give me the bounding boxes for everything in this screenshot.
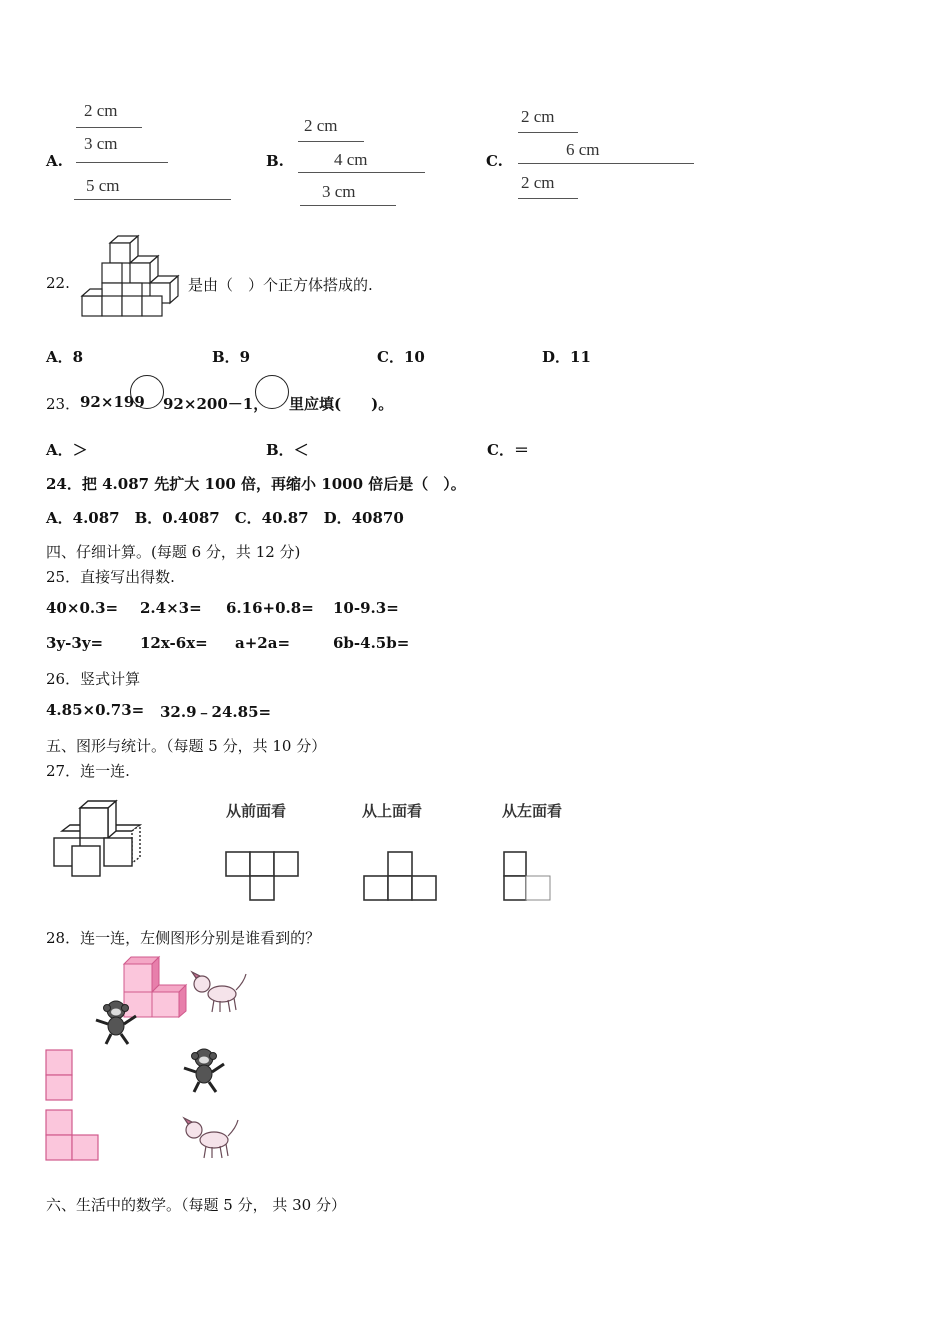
- view-label-left: 从左面看: [502, 802, 563, 820]
- segment-label: 6 cm: [566, 140, 600, 159]
- question-24: 24．把 4.087 先扩大 100 倍，再缩小 1000 倍后是（ ）。: [46, 475, 466, 493]
- section-title: 五、图形与统计。（每题 5 分，共 10 分）: [46, 737, 327, 755]
- monkey-icon[interactable]: [180, 1046, 230, 1096]
- question-25-title: 25．直接写出得数.: [46, 568, 175, 586]
- question-suffix: 里应填( )。: [289, 395, 394, 413]
- answer-circle[interactable]: [130, 375, 164, 409]
- option-b-label: B.: [266, 152, 284, 170]
- segment-line: [518, 198, 578, 199]
- answer-circle-reference: [255, 375, 289, 409]
- calc-item: 32.9﹣24.85=: [160, 703, 272, 721]
- calc-item: 3y-3y=: [46, 634, 104, 652]
- calc-item: 6.16+0.8=: [226, 599, 314, 617]
- question-number: 22.: [46, 274, 70, 292]
- segment-line: [76, 162, 168, 163]
- question-number: 23．: [46, 395, 81, 413]
- segment-label: 2 cm: [521, 173, 555, 192]
- option-b: B．＜: [266, 441, 309, 459]
- segment-line: [298, 172, 425, 173]
- segment-line: [300, 205, 396, 206]
- segment-label: 2 cm: [521, 107, 555, 126]
- block-structure-figure: [46, 795, 156, 885]
- segment-line: [298, 141, 364, 142]
- segment-line: [76, 127, 142, 128]
- segment-label: 2 cm: [84, 101, 118, 120]
- question-text: 是由（ ）个正方体搭成的.: [188, 276, 373, 294]
- segment-line: [74, 199, 231, 200]
- question-26-title: 26．竖式计算: [46, 670, 141, 688]
- calc-item: 12x-6x=: [140, 634, 208, 652]
- dog-icon[interactable]: [180, 1114, 240, 1162]
- calc-item: 10-9.3=: [333, 599, 399, 617]
- segment-line: [518, 132, 578, 133]
- view-label-front: 从前面看: [226, 802, 287, 820]
- segment-line: [518, 163, 694, 164]
- option-a-label: A.: [46, 152, 63, 170]
- left-view-shape[interactable]: [500, 848, 560, 906]
- question-27-title: 27．连一连.: [46, 762, 130, 780]
- front-view-shape[interactable]: [222, 848, 302, 906]
- segment-label: 2 cm: [304, 116, 338, 135]
- dog-icon: [188, 968, 248, 1016]
- segment-label: 3 cm: [84, 134, 118, 153]
- view-label-top: 从上面看: [362, 802, 423, 820]
- section-title: 六、生活中的数学。（每题 5 分， 共 30 分）: [46, 1196, 346, 1214]
- segment-label: 4 cm: [334, 150, 368, 169]
- monkey-icon: [92, 998, 142, 1048]
- calc-item: a+2a=: [235, 634, 291, 652]
- cube-stack-figure: [74, 230, 184, 320]
- segment-label: 5 cm: [86, 176, 120, 195]
- calc-item: 6b-4.5b=: [333, 634, 410, 652]
- section-title: 四、仔细计算。(每题 6 分，共 12 分): [46, 543, 301, 561]
- expression-left: 92×199: [80, 393, 145, 411]
- top-view-shape[interactable]: [360, 848, 442, 906]
- question-24-options: A．4.087 B．0.4087 C．40.87 D．40870: [46, 509, 404, 527]
- option-c: C．＝: [487, 441, 529, 459]
- segment-label: 3 cm: [322, 182, 356, 201]
- expression-right: 92×200－1，: [163, 395, 269, 413]
- option-d: D．11: [542, 348, 591, 366]
- option-c-label: C.: [486, 152, 503, 170]
- calc-item: 40×0.3=: [46, 599, 119, 617]
- option-c: C．10: [377, 348, 425, 366]
- view-shape-l[interactable]: [44, 1108, 102, 1164]
- calc-item: 4.85×0.73=: [46, 701, 145, 719]
- calc-item: 2.4×3=: [140, 599, 202, 617]
- option-b: B．9: [212, 348, 251, 366]
- question-28-title: 28．连一连，左侧图形分别是谁看到的？: [46, 929, 321, 947]
- option-a: A．8: [46, 348, 84, 366]
- view-shape-two-squares[interactable]: [44, 1048, 76, 1104]
- option-a: A．＞: [46, 441, 88, 459]
